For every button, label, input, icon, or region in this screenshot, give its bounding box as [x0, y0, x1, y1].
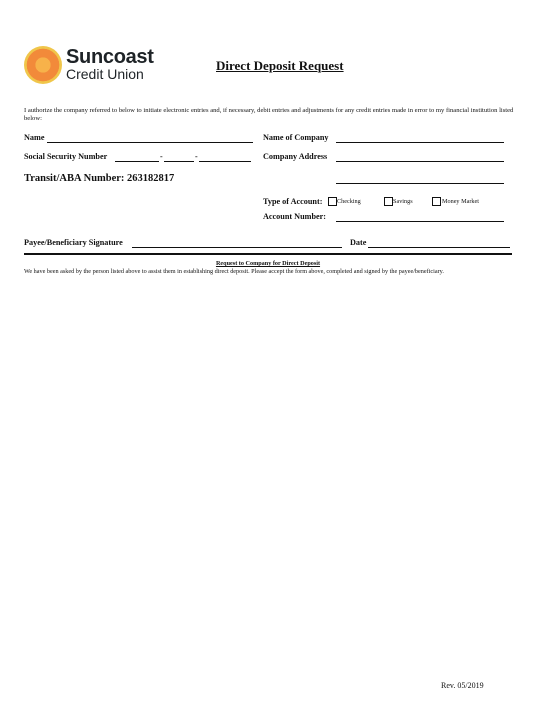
checking-checkbox[interactable]	[328, 197, 337, 206]
signature-label: Payee/Beneficiary Signature	[24, 238, 123, 247]
account-type-label: Type of Account:	[263, 197, 323, 206]
authorization-text: I authorize the company referred to below to initiate electronic entries and, if necessary, debit entries and adjustments for any credit entries made in error to my financial institution listed below:	[24, 107, 514, 122]
savings-checkbox[interactable]	[384, 197, 393, 206]
logo-subtitle: Credit Union	[66, 66, 144, 82]
company-address-field[interactable]	[336, 161, 504, 162]
section-divider	[24, 253, 512, 255]
sun-logo-icon	[24, 46, 62, 84]
date-label: Date	[350, 238, 367, 247]
company-address-label: Company Address	[263, 152, 328, 161]
aba-number: Transit/ABA Number: 263182817	[24, 173, 175, 184]
money-market-label: Money Market	[442, 198, 479, 205]
name-label: Name	[24, 133, 45, 142]
logo-name: Suncoast	[66, 46, 154, 68]
checking-label: Checking	[337, 198, 361, 205]
company-name-label: Name of Company	[263, 133, 329, 142]
account-number-field[interactable]	[336, 221, 504, 222]
company-name-field[interactable]	[336, 142, 504, 143]
money-market-checkbox[interactable]	[432, 197, 441, 206]
name-field[interactable]	[47, 142, 253, 143]
page-title: Direct Deposit Request	[216, 58, 344, 73]
revision-date: Rev. 05/2019	[441, 681, 484, 690]
ssn-separator-1: -	[160, 152, 163, 161]
ssn-field-part-3[interactable]	[199, 161, 251, 162]
date-field[interactable]	[368, 247, 510, 248]
company-address-field-line-2[interactable]	[336, 183, 504, 184]
request-title: Request to Company for Direct Deposit	[215, 260, 321, 267]
account-number-label: Account Number:	[263, 212, 326, 221]
ssn-field-part-2[interactable]	[164, 161, 194, 162]
savings-label: Savings	[393, 198, 413, 205]
ssn-field-part-1[interactable]	[115, 161, 159, 162]
signature-field[interactable]	[132, 247, 342, 248]
request-body: We have been asked by the person listed above to assist them in establishing direct deposit. Please accept the form above, completed and signed by the payee/beneficiary.	[24, 268, 444, 275]
suncoast-logo	[24, 46, 164, 86]
ssn-separator-2: -	[195, 152, 198, 161]
ssn-label: Social Security Number	[24, 152, 108, 161]
